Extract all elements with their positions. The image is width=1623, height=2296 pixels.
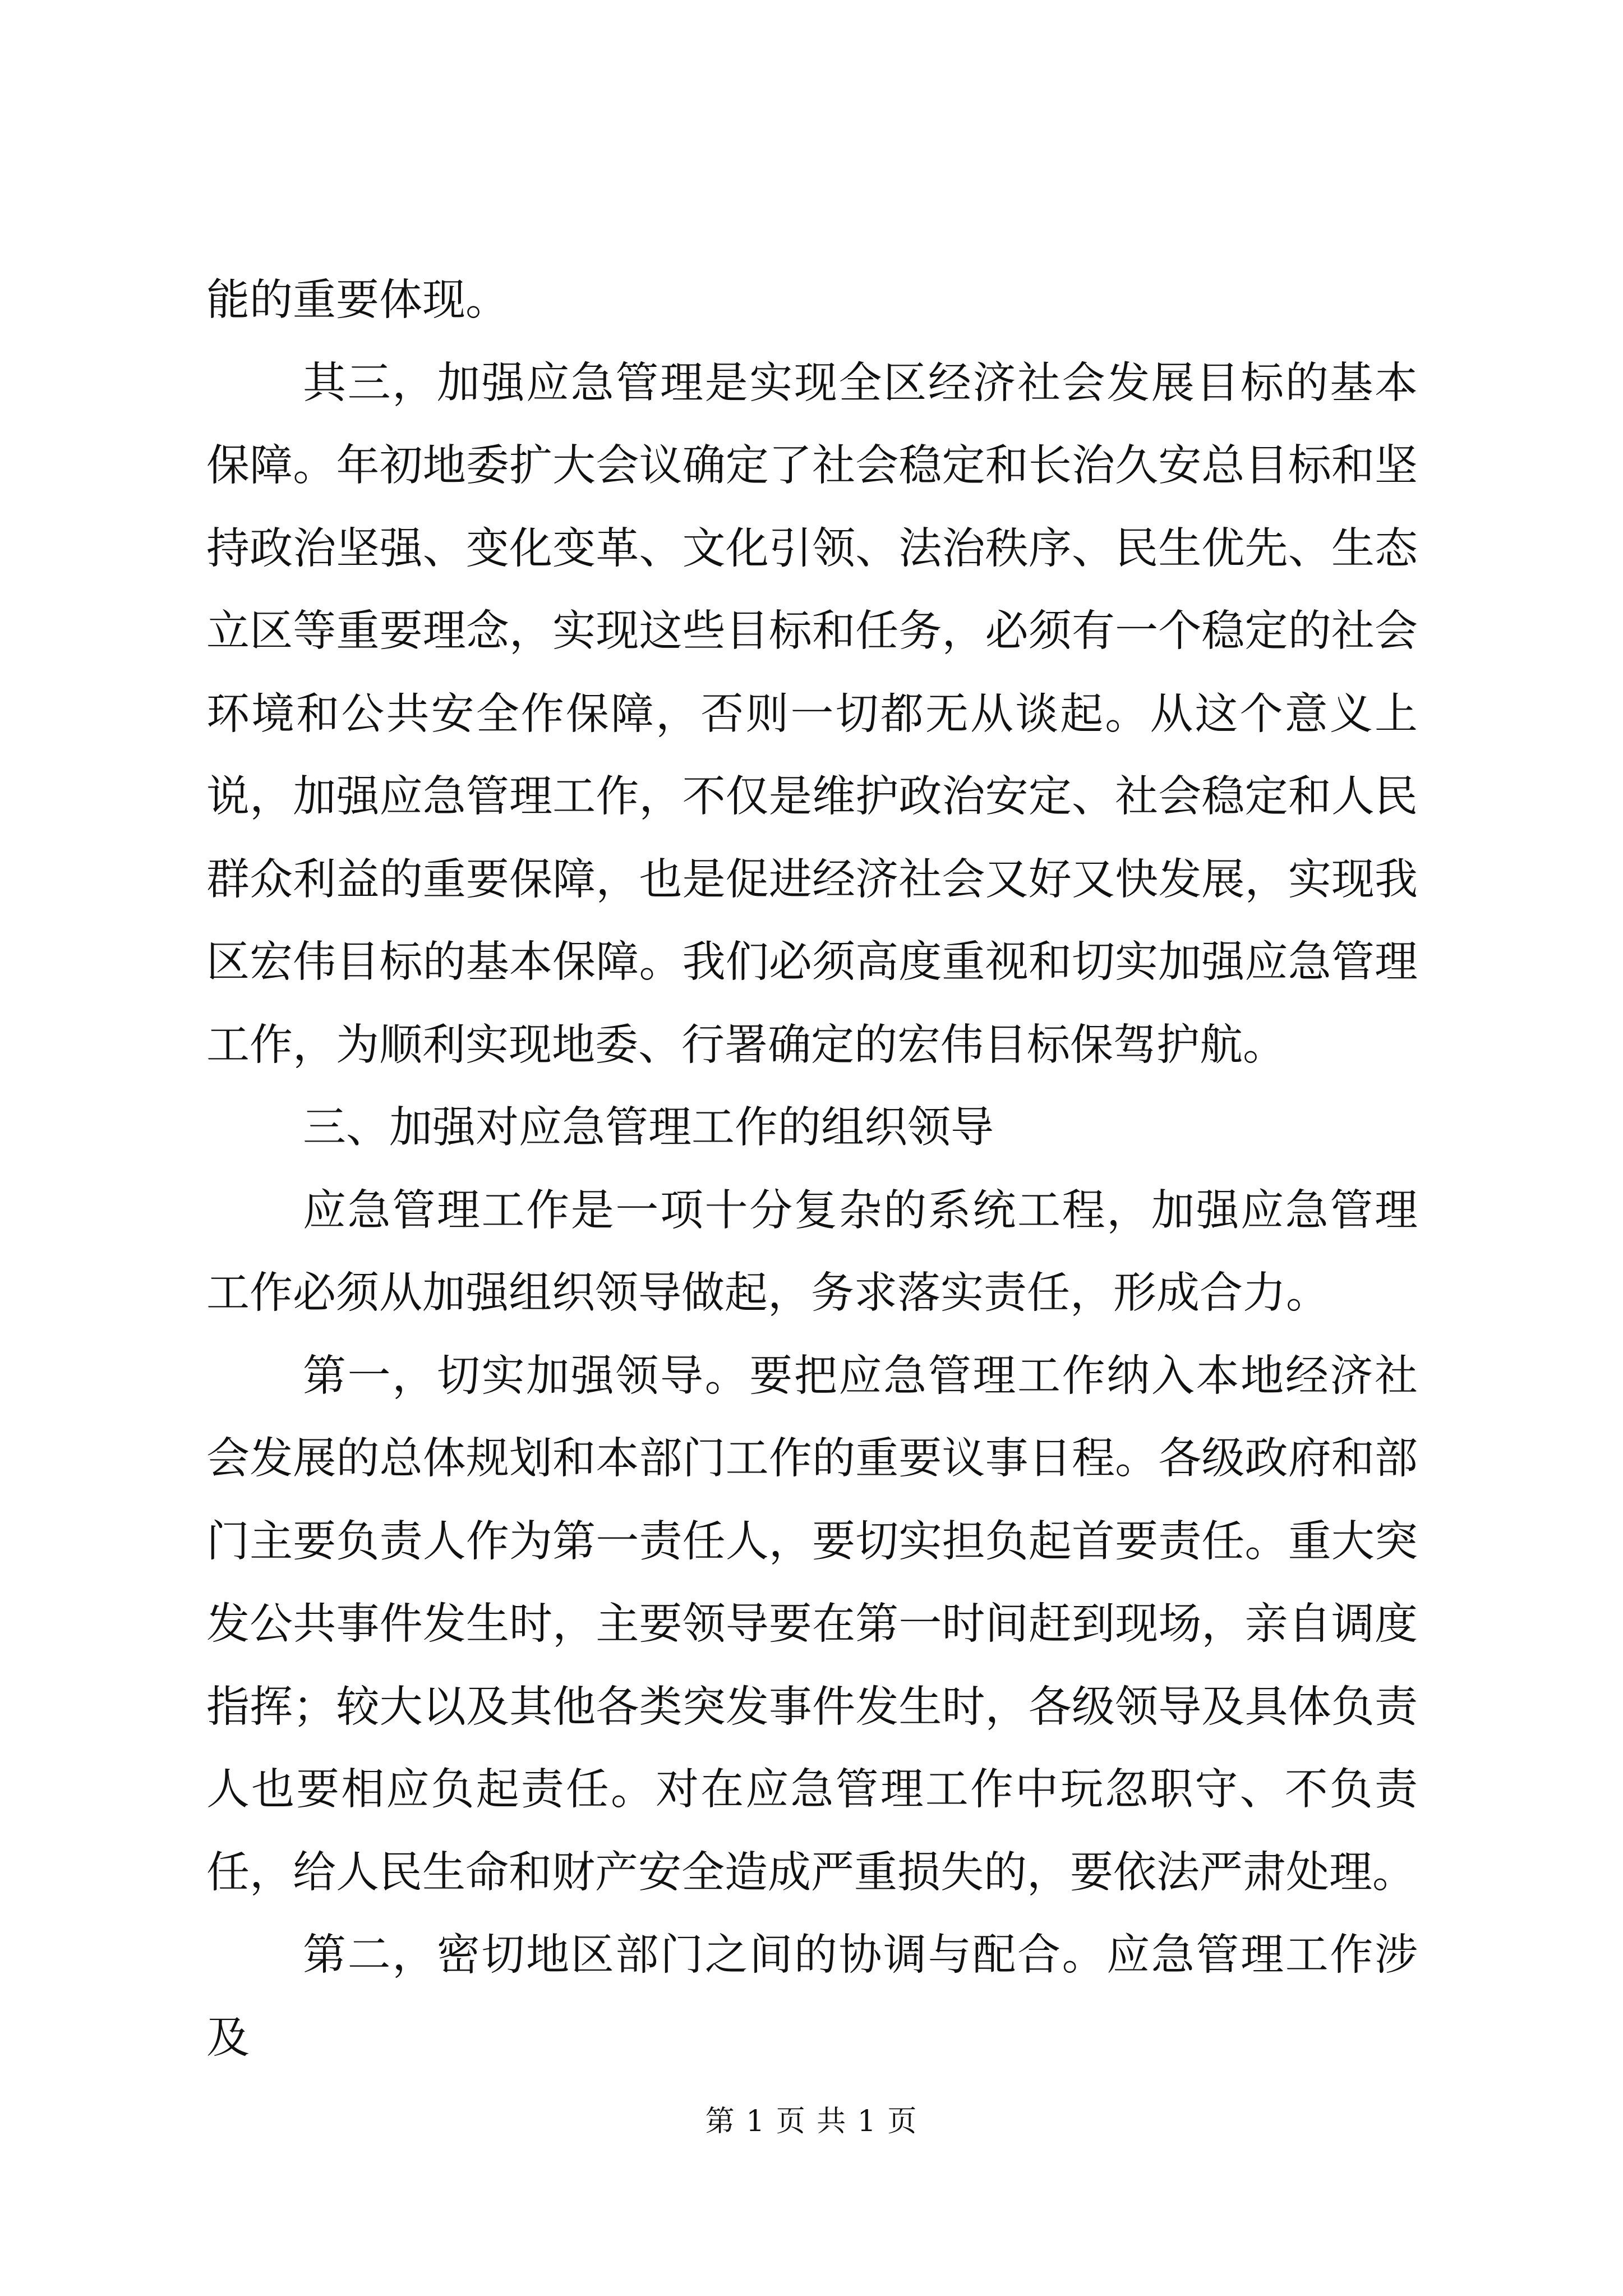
page-footer: 第 1 页 共 1 页	[705, 2105, 918, 2138]
paragraph-point-three: 其三，加强应急管理是实现全区经济社会发展目标的基本保障。年初地委扩大会议确定了社会稳定和长治久安总目标和坚持政治坚强、变化变革、文化引领、法治秩序、民生优先、生态立区等重要理念，实现这些目标和任务，必须有一个稳定的社会环境和公共安全作保障，否则一切都无从谈起。从这个意义上说，加强应急管理工作，不仅是维护政治安定、社会稳定和人民群众利益的重要保障，也是促进经济社会又好又快发展，实现我区宏伟目标的基本保障。我们必须高度重视和切实加强应急管理工作，为顺利实现地委、行署确定的宏伟目标保驾护航。	[206, 358, 1418, 1070]
section-heading: 三、加强对应急管理工作的组织领导	[303, 1103, 994, 1153]
document-body	[206, 259, 1418, 2079]
paragraph-intro: 应急管理工作是一项十分复杂的系统工程，加强应急管理工作必须从加强组织领导做起，务求落实责任，形成合力。	[206, 1185, 1418, 1318]
paragraph-first: 第一，切实加强领导。要把应急管理工作纳入本地经济社会发展的总体规划和本部门工作的重要议事日程。各级政府和部门主要负责人作为第一责任人，要切实担负起首要责任。重大突发公共事件发生时，主要领导要在第一时间赶到现场，亲自调度指挥；较大以及其他各类突发事件发生时，各级领导及具体负责人也要相应负起责任。对在应急管理工作中玩忽职守、不负责任，给人民生命和财产安全造成严重损失的，要依法严肃处理。	[206, 1351, 1418, 1898]
paragraph-continuation: 能的重要体现。	[206, 275, 509, 325]
paragraph-second: 第二，密切地区部门之间的协调与配合。应急管理工作涉及	[206, 1930, 1418, 2063]
